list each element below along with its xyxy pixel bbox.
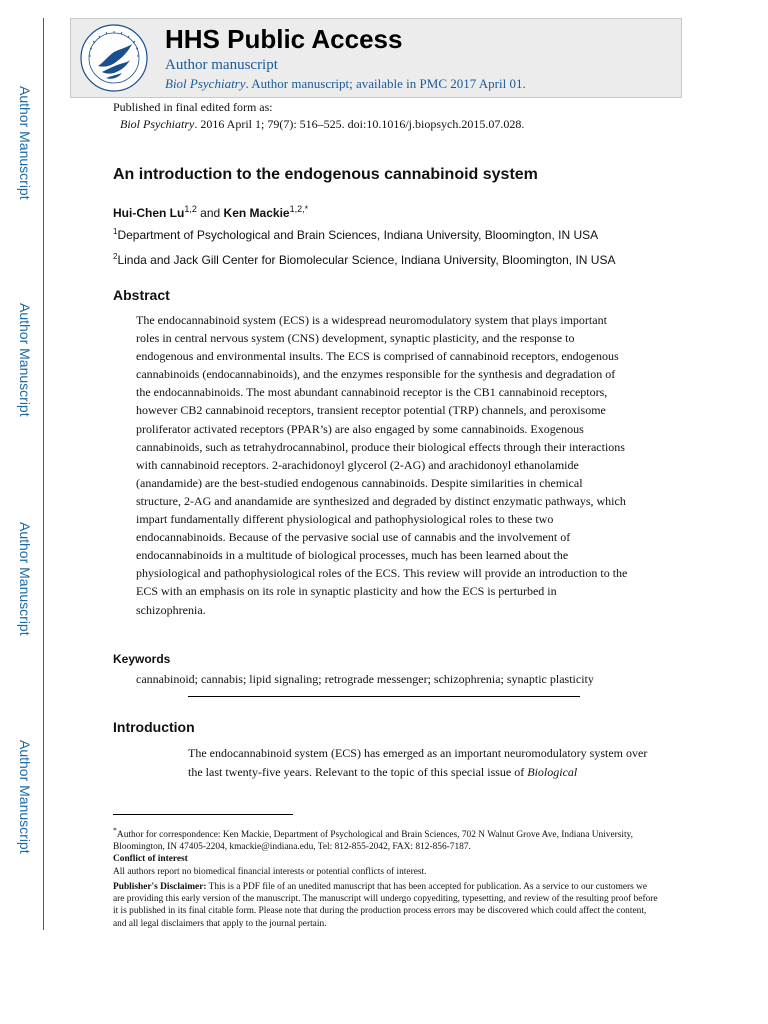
side-label-text: Author Manuscript [17,522,33,636]
side-label-text: Author Manuscript [17,86,33,200]
author-affiliation-marker: 1,2,* [289,204,309,214]
abstract-heading: Abstract [113,287,170,303]
journal-name: Biol Psychiatry [165,76,246,91]
author-manuscript-label: Author manuscript [165,57,278,73]
abstract-body: The endocannabinoid system (ECS) is a widespread neuromodulatory system that plays important roles in central nervous system (CNS) development, synaptic plasticity, and the response to endogenous and environmental insults. The ECS is comprised of cannabinoid receptors, endogenous cannabinoids (endocannabinoids), and the enzymes responsible for the synthesis and degradation of the endocannabinoids. The most abundant cannabinoid receptor is the CB1 cannabinoid receptors, however CB2 cannabinoid receptors, transient receptor potential (TRP) channels, and peroxisome proliferator activated receptors (PPAR’s) are also engaged by some cannabinoids. Exogenous cannabinoids, such as tetrahydrocannabinol, produce their biological effects through their interactions with cannabinoid receptors. 2-arachidonoyl glycerol (2-AG) and arachidonoyl ethanolamide (anandamide) are the best-studied endogenous cannabinoids. Despite similarities in chemical structure, 2-AG and anandamide are synthesized and degraded by distinct enzymatic pathways, which impart fundamentally different physiological and pathophysiological roles to these two endocannabinoids. Because of the pervasive social use of cannabis and the involvement of endocannabinoids in a multitude of biological processes, much has been learned about the physiological and pathophysiological roles of the ECS. This review will provide an introduction to the ECS with an emphasis on its role in synaptic plasticity and how the ECS is perturbed in schizophrenia. [136,313,628,617]
author-affiliation-marker: 1,2 [184,204,197,214]
introduction-heading: Introduction [113,719,195,735]
affiliation-2 [113,252,615,267]
introduction-italic: Biological [527,764,578,779]
article-title: An introduction to the endogenous cannabinoid system [113,166,538,183]
published-journal: Biol Psychiatry [120,117,195,131]
affiliation-marker: 2 [113,252,118,261]
published-citation [120,117,524,132]
footnote-text: Author for correspondence: Ken Mackie, Department of Psychological and Brain Sciences, 702 N Walnut Grove Ave, Indiana University, Bloomington, IN 47405-2204, kmackie@indiana.edu, Tel: 812-855-2042, FAX: 812-856-7187. [113,830,634,853]
author-list [113,204,308,220]
author-separator: and [196,206,224,220]
affiliation-text: Department of Psychological and Brain Sciences, Indiana University, Bloomington, IN USA [117,228,599,242]
affiliation-marker: 1 [113,227,118,236]
journal-availability [165,76,526,92]
availability-text: . Author manuscript; available in PMC 2017 April 01. [245,76,526,91]
side-label-text: Author Manuscript [17,740,33,854]
author-name: Hui-Chen Lu [113,206,185,220]
margin-rule [43,18,44,930]
published-label: Published in final edited form as: [113,100,273,114]
hhs-title: HHS Public Access [165,24,403,54]
affiliation-text: Linda and Jack Gill Center for Biomolecular Science, Indiana University, Bloomington, IN USA [117,253,616,267]
disclaimer-text: This is a PDF file of an unedited manuscript that has been accepted for publication. As a service to our customers we are providing this early version of the manuscript. The manuscript will undergo copyediting, typesetting, and review of the resulting proof before it is published in its final citable form. Please note that during the production process errors may be discovered which could affect the content, and all legal disclaimers that apply to the journal pertain. [113,882,658,929]
footnote-correspondence [113,825,658,854]
conflict-of-interest-text: All authors report no biomedical financial interests or potential conflicts of interest. [113,867,427,877]
conflict-of-interest-label: Conflict of interest [113,854,188,864]
footnote-marker: * [113,826,117,835]
conflict-of-interest-heading [113,853,658,865]
footnote-divider [113,814,293,815]
side-label-text: Author Manuscript [17,303,33,417]
affiliation-1 [113,227,598,242]
section-divider [188,696,580,697]
published-citation-text: . 2016 April 1; 79(7): 516–525. doi:10.1016/j.biopsych.2015.07.028. [194,117,525,131]
introduction-body [188,744,648,781]
introduction-text: The endocannabinoid system (ECS) has emerged as an important neuromodulatory system over the last twenty-five years. Relevant to the topic of this special issue of [188,746,648,779]
disclaimer-label: Publisher's Disclaimer: [113,882,207,892]
hhs-eagle-seal-icon [78,22,150,94]
keywords-heading: Keywords [113,652,171,666]
author-name: Ken Mackie [223,206,290,220]
publisher-disclaimer [113,881,658,930]
keywords-list: cannabinoid; cannabis; lipid signaling; retrograde messenger; schizophrenia; synaptic plasticity [136,672,594,686]
